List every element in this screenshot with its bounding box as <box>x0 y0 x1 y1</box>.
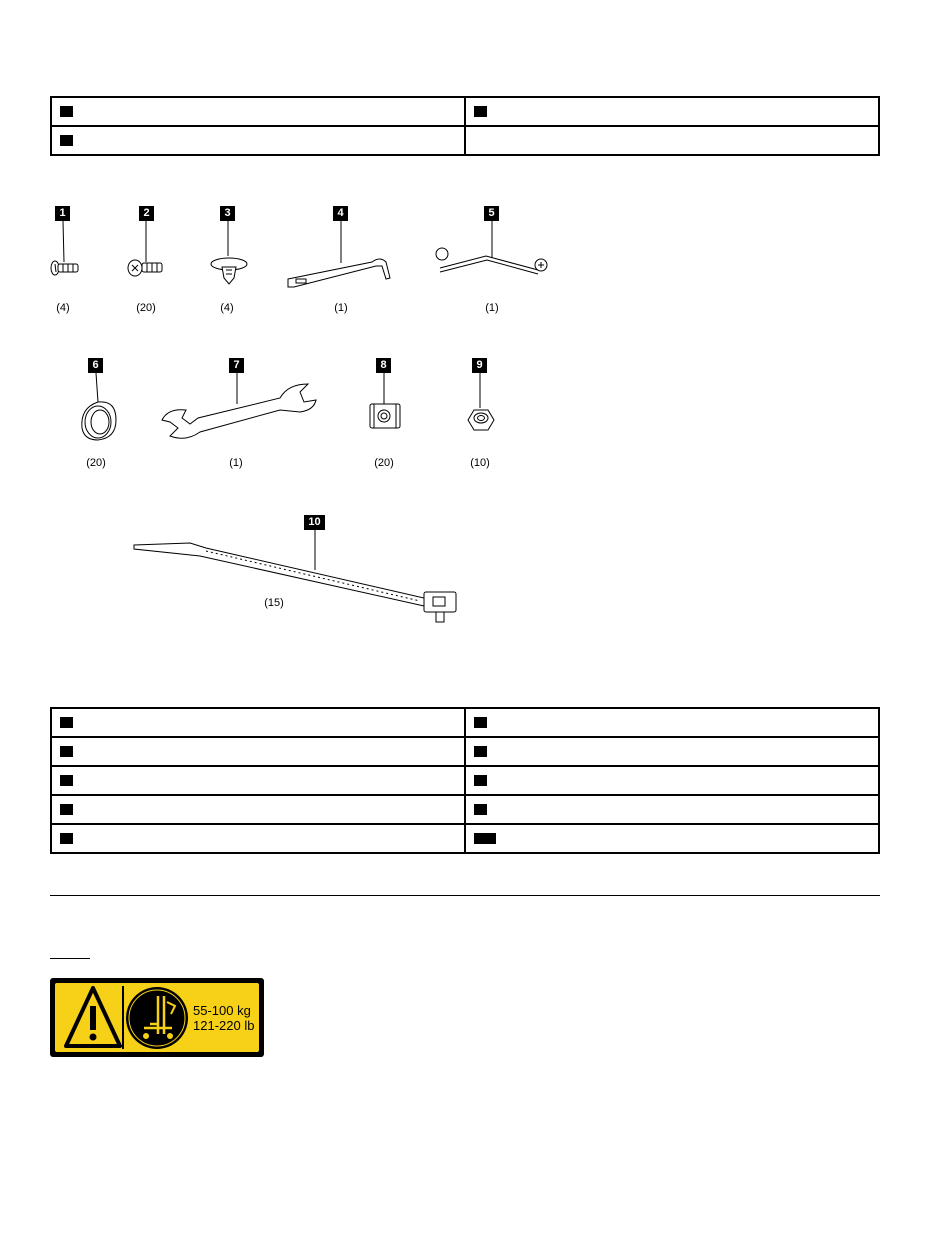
weight-kg: 55-100 kg <box>193 1003 251 1018</box>
marker-icon <box>60 775 73 786</box>
qty-2: (20) <box>136 302 156 314</box>
screw-icon <box>128 260 162 276</box>
qty-5: (1) <box>485 302 499 314</box>
push-pin-icon <box>211 258 247 284</box>
callout-1: 1 <box>55 206 70 221</box>
callout-6: 6 <box>88 358 103 373</box>
parts-table-cell <box>465 708 879 737</box>
cable-tie-icon <box>134 543 456 622</box>
callout-5: 5 <box>484 206 499 221</box>
parts-table-cell <box>465 824 879 853</box>
qty-3: (4) <box>220 302 234 314</box>
callout-8: 8 <box>376 358 391 373</box>
callout-7: 7 <box>229 358 244 373</box>
parts-table-cell <box>51 795 465 824</box>
weight-lb: 121-220 lb <box>193 1018 255 1033</box>
qty-10: (15) <box>264 597 284 609</box>
wrench-icon <box>162 384 316 438</box>
marker-icon <box>60 833 73 844</box>
qty-4: (1) <box>334 302 348 314</box>
section-divider <box>50 895 880 896</box>
marker-icon <box>474 717 487 728</box>
parts-table-cell <box>465 795 879 824</box>
parts-table-cell <box>465 766 879 795</box>
qty-8: (20) <box>374 457 394 469</box>
screw-icon <box>51 261 78 275</box>
callout-2: 2 <box>139 206 154 221</box>
parts-table-cell <box>465 737 879 766</box>
washer-icon <box>82 402 116 440</box>
marker-icon <box>474 775 487 786</box>
parts-table <box>50 707 880 854</box>
callout-9: 9 <box>472 358 487 373</box>
marker-icon <box>474 833 496 844</box>
marker-icon <box>60 717 73 728</box>
parts-table-cell <box>51 708 465 737</box>
lift-device-icon <box>126 987 188 1049</box>
qty-7: (1) <box>229 457 243 469</box>
weight-warning-label <box>50 978 264 1057</box>
qty-1: (4) <box>56 302 70 314</box>
callout-4: 4 <box>333 206 348 221</box>
parts-table-cell <box>51 824 465 853</box>
warning-triangle-icon <box>66 988 120 1046</box>
parts-table-cell <box>51 737 465 766</box>
callout-3: 3 <box>220 206 235 221</box>
callout-10: 10 <box>304 515 325 530</box>
lever-tool-icon <box>288 259 390 287</box>
marker-icon <box>60 746 73 757</box>
qty-9: (10) <box>470 457 490 469</box>
cage-nut-icon <box>370 404 400 428</box>
qty-6: (20) <box>86 457 106 469</box>
parts-table-cell <box>51 766 465 795</box>
heading-rule <box>50 958 90 959</box>
hex-nut-icon <box>468 410 494 430</box>
marker-icon <box>474 746 487 757</box>
marker-icon <box>60 804 73 815</box>
marker-icon <box>474 804 487 815</box>
